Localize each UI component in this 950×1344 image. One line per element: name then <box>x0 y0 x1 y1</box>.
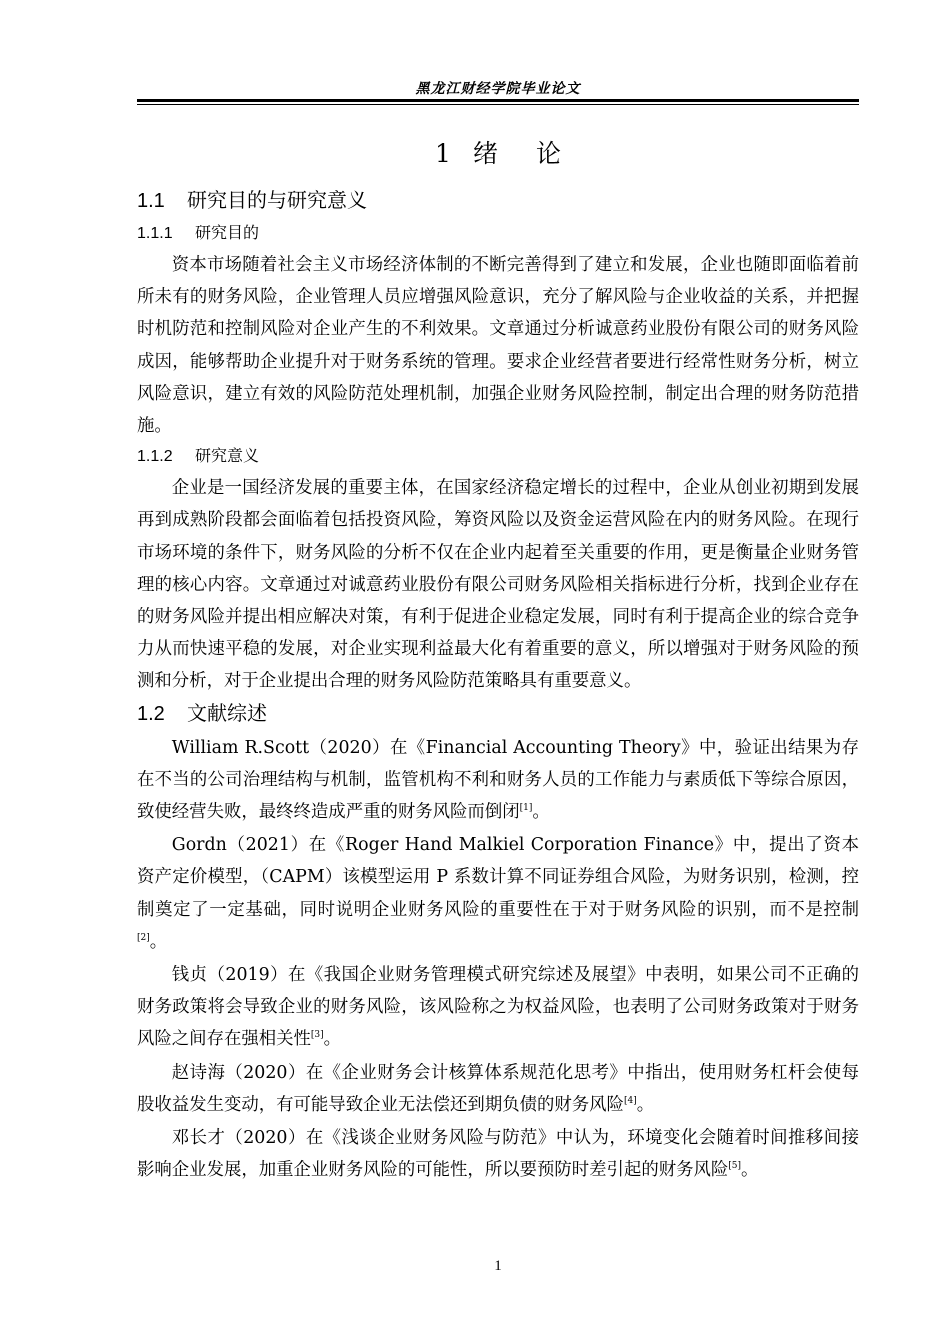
chapter-title-char-1: 绪 <box>472 139 498 168</box>
header-rule-thin <box>137 104 859 105</box>
section-number: 1.1 <box>137 190 165 212</box>
citation-ref: [4] <box>623 1096 637 1107</box>
citation-ref: [1] <box>519 803 533 814</box>
section-title: 研究目的与研究意义 <box>187 188 367 212</box>
subsection-title: 研究目的 <box>195 223 260 242</box>
literature-paragraph: 赵诗海（2020）在《企业财务会计核算体系规范化思考》中指出，使用财务杠杆会使每股收益发生变动，有可能导致企业无法偿还到期负债的财务风险[4]。 <box>137 1062 859 1115</box>
header-rule-thick <box>137 99 859 102</box>
citation-ref: [2] <box>137 933 150 944</box>
paragraph-research-purpose: 资本市场随着社会主义市场经济体制的不断完善得到了建立和发展，企业也随即面临着前所未有的财务风险，企业管理人员应增强风险意识，充分了解风险与企业收益的关系，并把握时机防范和控制风险对企业产生的不利效果。文章通过分析诚意药业股份有限公司的财务风险成因，能够帮助企业提升对于财务系统的管理。要求企业经营者要进行经常性财务分析，树立风险意识，建立有效的风险防范处理机制，加强企业财务风险控制，制定出合理的财务防范措施。 <box>137 255 859 437</box>
literature-paragraph: Gordn（2021）在《Roger Hand Malkiel Corporation Finance》中，提出了资本资产定价模型，（CAPM）该模型运用 P 系数计算不同证券组合风险，为财务识别，检测，控制奠定了一定基础，同时说明企业财务风险的重要性在于对于财务风险的识别，而不是控制[2]。 <box>137 835 859 952</box>
citation-ref: [3] <box>310 1030 324 1041</box>
literature-paragraph: William R.Scott（2020）在《Financial Accounting Theory》中，验证出结果为存在不当的公司治理结构与机制，监管机构不利和财务人员的工作能力与素质低下等综合原因，致使经营失败，最终终造成严重的财务风险而倒闭[1]。 <box>137 737 859 823</box>
section-title: 文献综述 <box>187 700 267 725</box>
page-content <box>137 185 859 1187</box>
subsection-heading-1-1-1 <box>137 219 859 249</box>
chapter-title <box>137 134 859 170</box>
literature-paragraph: 邓长才（2020）在《浅谈企业财务风险与防范》中认为，环境变化会随着时间推移间接影响企业发展，加重企业财务风险的可能性，所以要预防时差引起的财务风险[5]。 <box>137 1128 859 1181</box>
subsection-number: 1.1.1 <box>137 225 173 242</box>
paragraph-research-significance: 企业是一国经济发展的重要主体，在国家经济稳定增长的过程中，企业从创业初期到发展再到成熟阶段都会面临着包括投资风险，筹资风险以及资金运营风险在内的财务风险。在现行市场环境的条件下，财务风险的分析不仅在企业内起着至关重要的作用，更是衡量企业财务管理的核心内容。文章通过对诚意药业股份有限公司财务风险相关指标进行分析，找到企业存在的财务风险并提出相应解决对策，有利于促进企业稳定发展，同时有利于提高企业的综合竞争力从而快速平稳的发展，对企业实现利益最大化有着重要的意义，所以增强对于财务风险的预测和分析，对于企业提出合理的财务风险防范策略具有重要意义。 <box>137 478 859 692</box>
running-header: 黑龙江财经学院毕业论文 <box>415 82 581 97</box>
section-heading-1-1 <box>137 185 859 219</box>
chapter-number: 1 <box>435 139 451 168</box>
subsection-heading-1-1-2 <box>137 442 859 472</box>
subsection-number: 1.1.2 <box>137 448 173 466</box>
chapter-title-char-2: 论 <box>535 139 561 168</box>
literature-paragraph: 钱贞（2019）在《我国企业财务管理模式研究综述及展望》中表明，如果公司不正确的财务政策将会导致企业的财务风险，该风险称之为权益风险，也表明了公司财务政策对于财务风险之间存在强相关性[3]。 <box>137 965 859 1050</box>
section-heading-1-2 <box>137 698 859 732</box>
page-number: 1 <box>494 1258 502 1274</box>
subsection-title: 研究意义 <box>195 446 260 466</box>
section-number: 1.2 <box>137 702 165 725</box>
citation-ref: [5] <box>728 1161 742 1172</box>
